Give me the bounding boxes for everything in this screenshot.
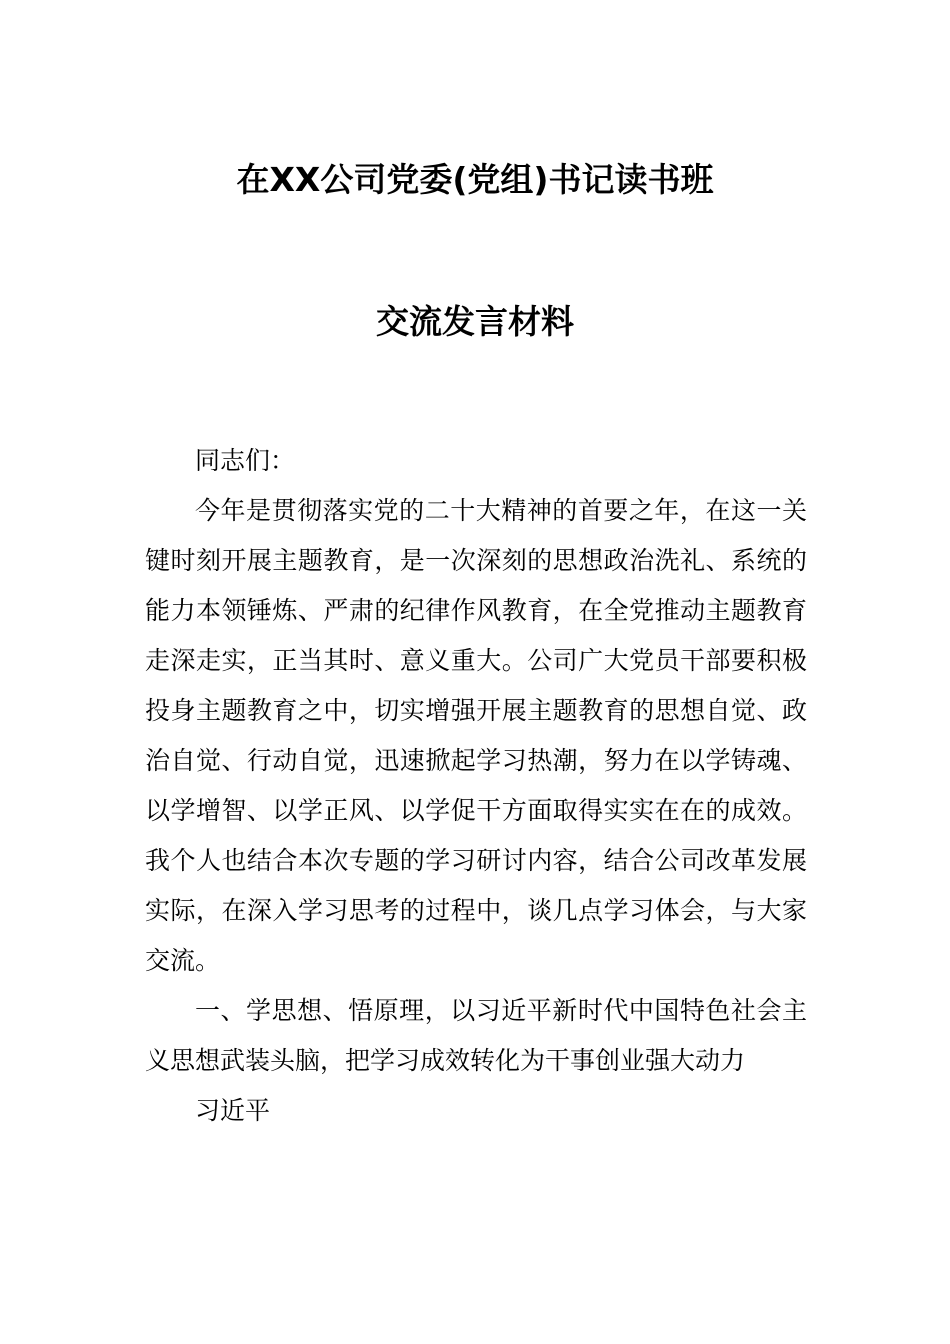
salutation: 同志们： [195, 446, 296, 475]
paragraph-intro: 今年是贯彻落实党的二十大精神的首要之年，在这一关键时刻开展主题教育，是一次深刻的思想政治洗礼、系统的能力本领锤炼、严肃的纪律作风教育，在全党推动主题教育走深走实，正当其时、意义重大。公司广大党员干部要积极投身主题教育之中，切实增强开展主题教育的思想自觉、政治自觉、行动自觉，迅速掀起学习热潮，努力在以学铸魂、以学增智、以学正风、以学促干方面取得实实在在的成效。我个人也结合本次专题的学习研讨内容，结合公司改革发展实际，在深入学习思考的过程中，谈几点学习体会，与大家交流。 [145, 496, 807, 975]
document-body [145, 436, 807, 1136]
document-title-line-1: 在XX公司党委(党组)书记读书班 [236, 160, 714, 199]
document-title-line-2: 交流发言材料 [376, 302, 574, 341]
paragraph-fragment: 习近平 [195, 1096, 271, 1125]
section-heading-1: 一、学思想、悟原理，以习近平新时代中国特色社会主义思想武装头脑，把学习成效转化为干事创业强大动力 [145, 996, 807, 1075]
